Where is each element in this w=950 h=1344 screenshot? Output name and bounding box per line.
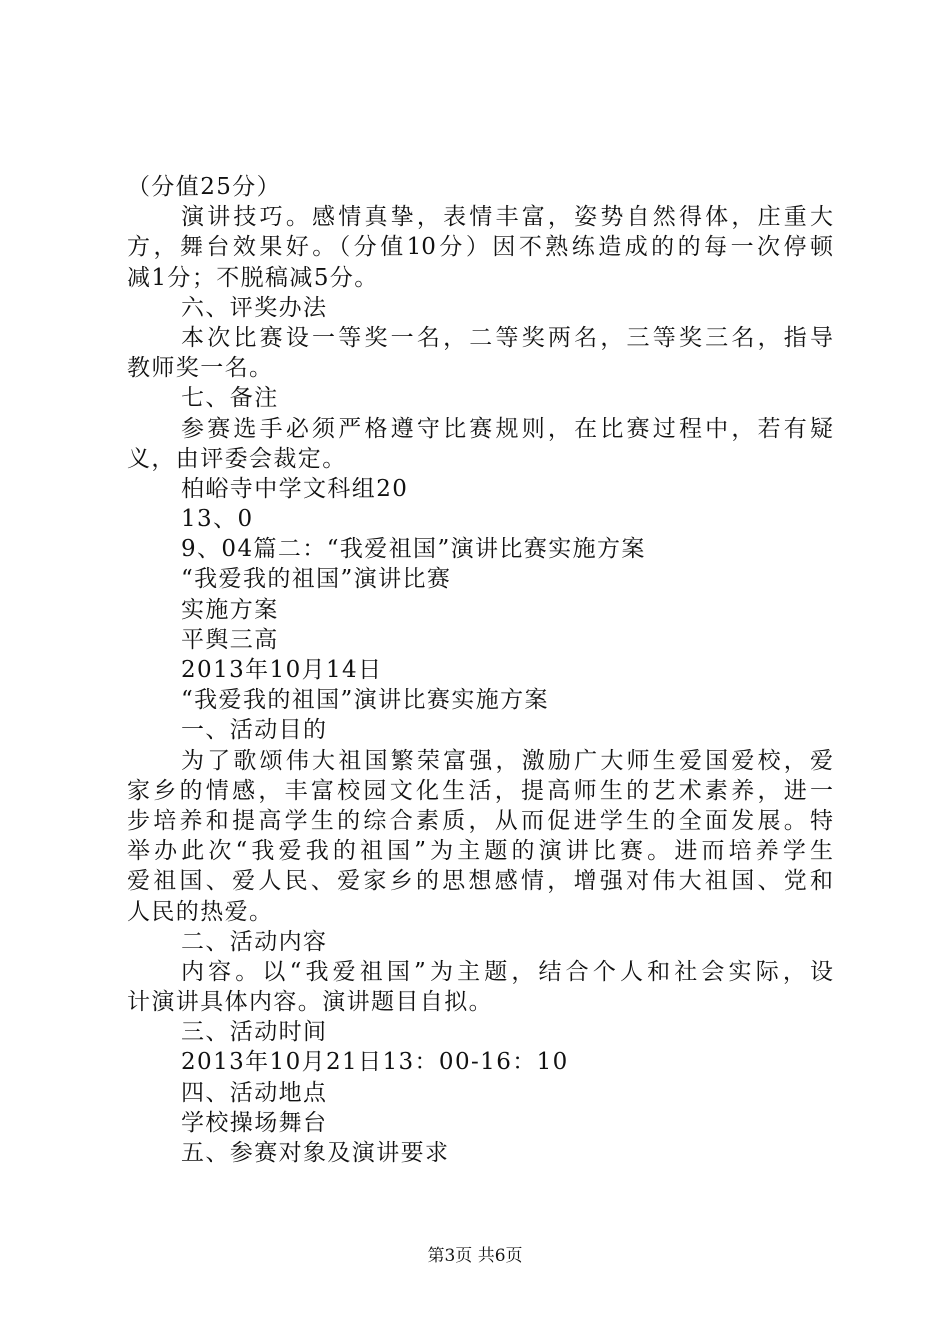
text-line: 柏峪寺中学文科组20 xyxy=(181,475,409,502)
text-line: 七、备注 xyxy=(181,385,279,412)
text-line: 平舆三高 xyxy=(181,626,279,653)
text-line: 为了歌颂伟大祖国繁荣富强，激励广大师生爱国爱校，爱 xyxy=(181,747,833,774)
text-line: 四、活动地点 xyxy=(181,1079,328,1106)
text-line: 教师奖一名。 xyxy=(127,355,274,382)
page-footer: 第3页 共6页 xyxy=(427,1246,523,1266)
document-body xyxy=(127,172,833,1168)
text-line: 2013年10月14日 xyxy=(181,657,383,683)
text-line: 13、0 xyxy=(181,506,254,533)
text-line: 9、04篇二：“我爱祖国”演讲比赛实施方案 xyxy=(181,536,646,563)
text-line: “我爱我的祖国”演讲比赛实施方案 xyxy=(181,687,549,714)
text-line: 一、活动目的 xyxy=(181,717,328,744)
text-line: 计演讲具体内容。演讲题目自拟。 xyxy=(127,989,493,1016)
text-line: 内容。以“我爱祖国”为主题，结合个人和社会实际，设 xyxy=(181,958,833,985)
text-line: 本次比赛设一等奖一名，二等奖两名，三等奖三名，指导 xyxy=(181,324,833,351)
text-line: 演讲技巧。感情真挚，表情丰富，姿势自然得体，庄重大 xyxy=(181,204,833,231)
text-line: 二、活动内容 xyxy=(181,928,328,955)
text-line: 实施方案 xyxy=(181,596,279,623)
text-line: 步培养和提高学生的综合素质，从而促进学生的全面发展。特 xyxy=(127,807,833,834)
text-line: 义，由评委会裁定。 xyxy=(127,445,347,472)
text-line: 方，舞台效果好。（分值10分）因不熟练造成的的每一次停顿 xyxy=(127,234,833,261)
text-line: 减1分；不脱稿减5分。 xyxy=(127,264,379,291)
text-line: 学校操场舞台 xyxy=(181,1109,328,1136)
text-line: （分值25分） xyxy=(127,174,282,200)
text-line: 举办此次“我爱我的祖国”为主题的演讲比赛。进而培养学生 xyxy=(127,838,833,865)
text-line: 三、活动时间 xyxy=(181,1019,328,1046)
text-line: 五、参赛对象及演讲要求 xyxy=(181,1140,450,1166)
text-line: 家乡的情感，丰富校园文化生活，提高师生的艺术素养，进一 xyxy=(127,777,833,804)
text-line: 2013年10月21日13：00-16：10 xyxy=(181,1049,569,1076)
text-line: 人民的热爱。 xyxy=(127,898,274,925)
text-line: 爱祖国、爱人民、爱家乡的思想感情，增强对伟大祖国、党和 xyxy=(127,868,833,895)
text-line: 参赛选手必须严格遵守比赛规则，在比赛过程中，若有疑 xyxy=(181,415,833,442)
text-line: “我爱我的祖国”演讲比赛 xyxy=(181,566,452,593)
text-line: 六、评奖办法 xyxy=(181,294,328,321)
